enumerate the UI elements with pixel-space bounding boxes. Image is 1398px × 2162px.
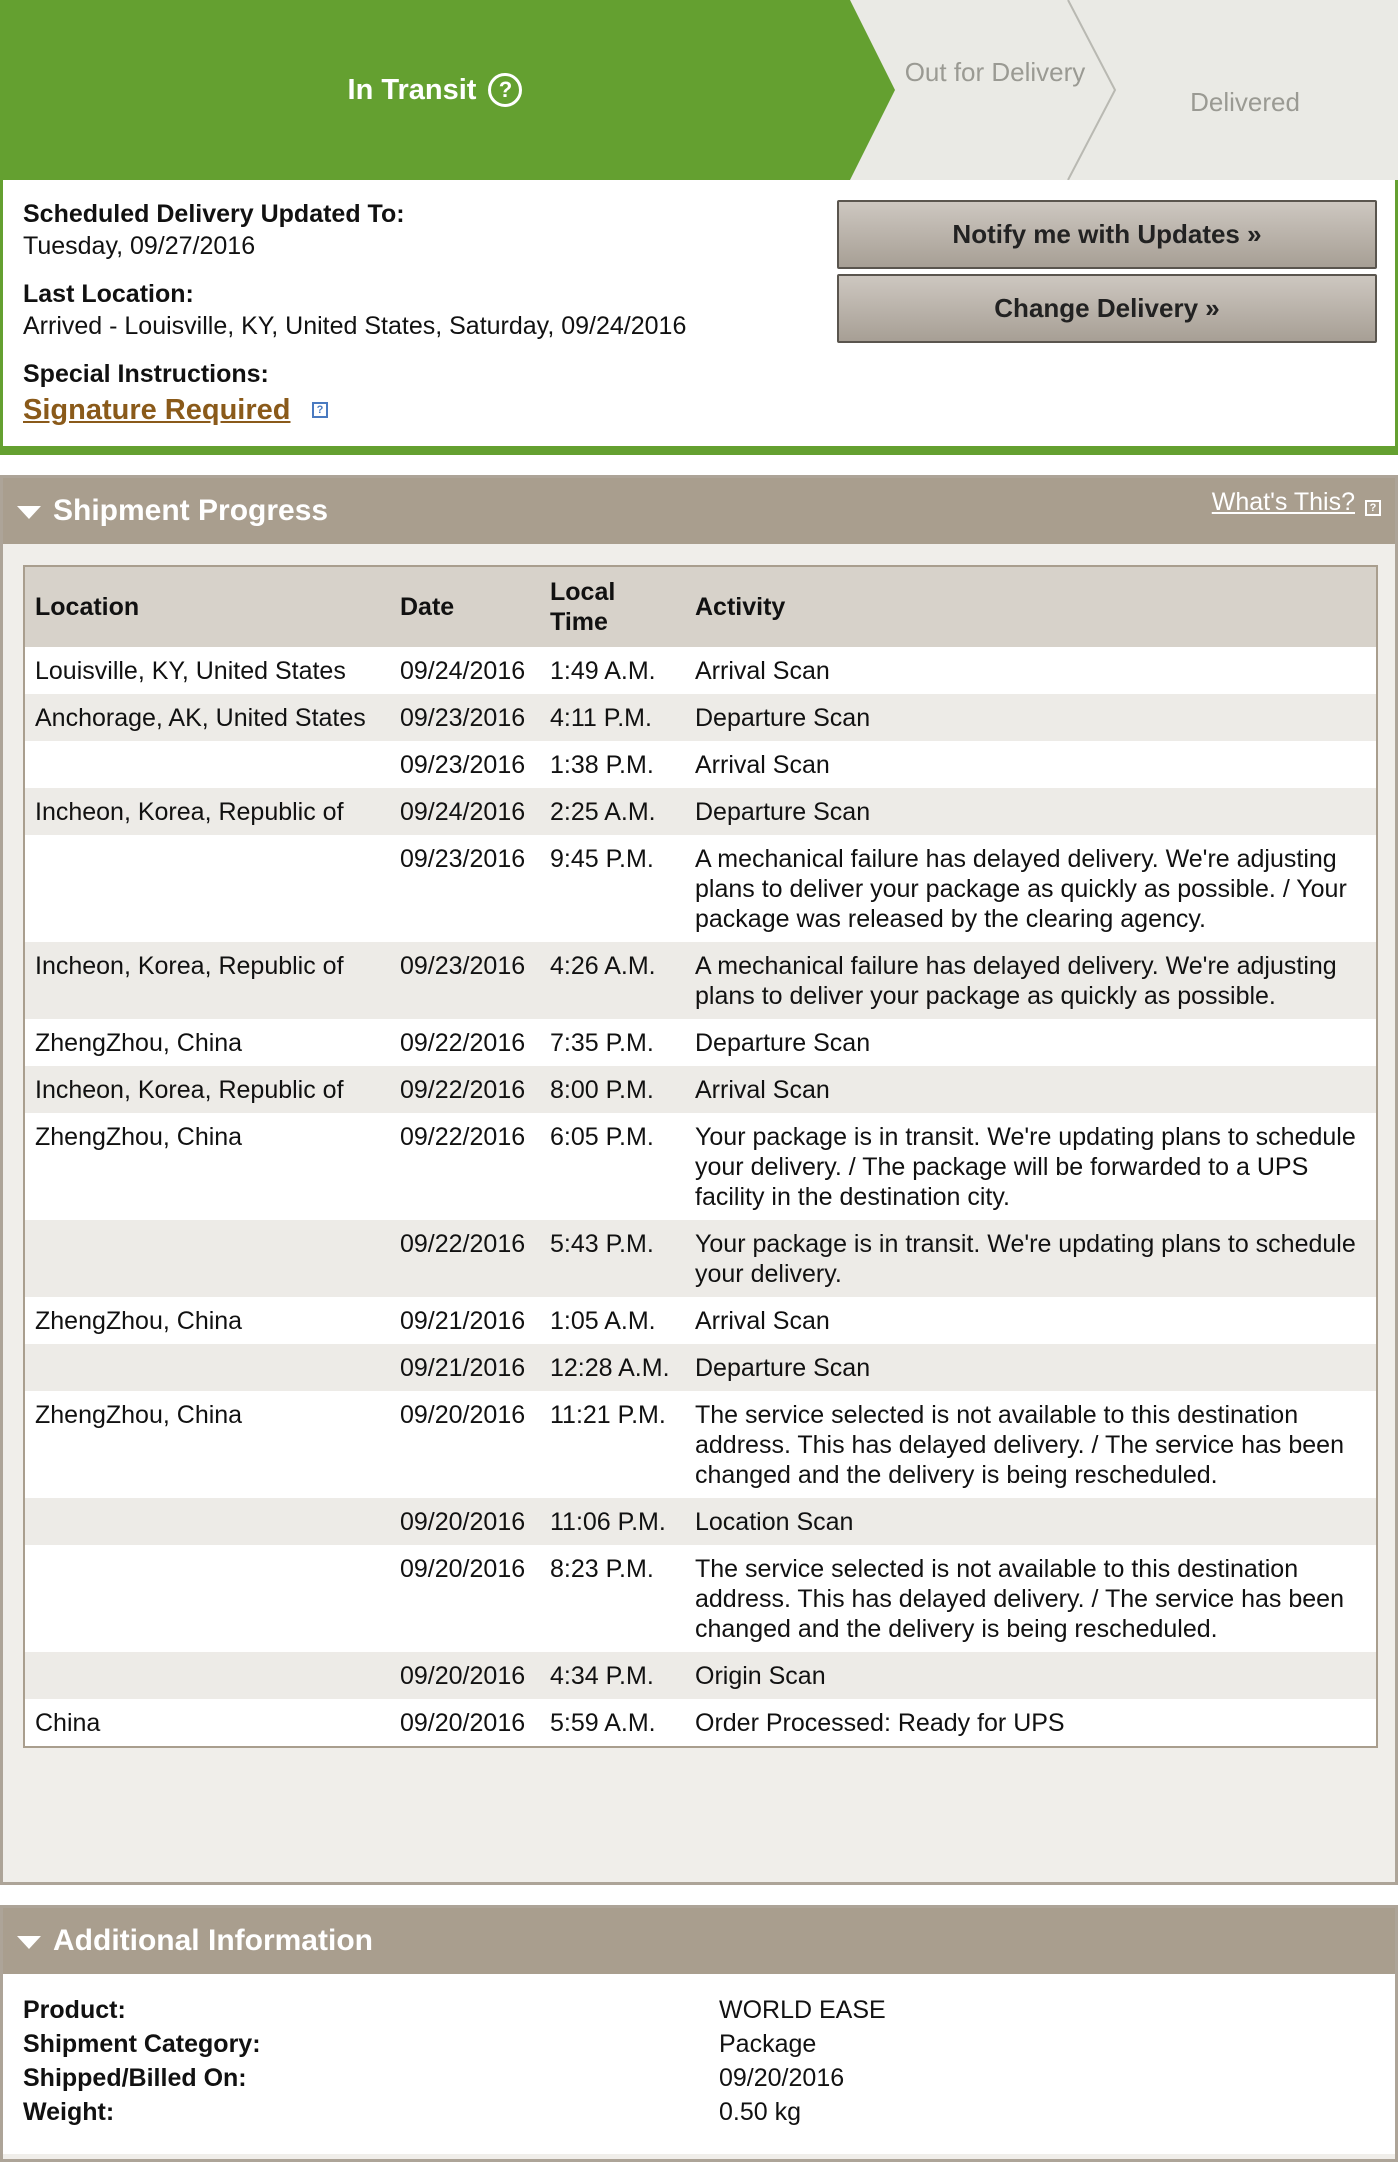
cell-date: 09/23/2016 [400, 751, 526, 779]
product-value: WORLD EASE [719, 1996, 886, 2024]
additional-info-panel [0, 1905, 1398, 2162]
change-delivery-button[interactable]: Change Delivery » [837, 274, 1377, 343]
cell-activity: Origin Scan [685, 1652, 1376, 1699]
stage-out-for-delivery: Out for Delivery [904, 57, 1086, 87]
signature-required-link[interactable]: Signature Required [23, 394, 291, 426]
table-row [25, 1220, 1376, 1297]
cell-activity: A mechanical failure has delayed delivery. We're adjusting plans to deliver your package as quickly as possible. / Your package was released by the clearing agency. [695, 845, 1347, 933]
cell-location [25, 835, 390, 942]
table-row [25, 1297, 1376, 1344]
cell-location: ZhengZhou, China [35, 1401, 243, 1429]
help-icon[interactable]: ? [312, 402, 328, 418]
cell-date: 09/23/2016 [390, 694, 540, 741]
cell-activity: Order Processed: Ready for UPS [695, 1709, 1065, 1737]
cell-date: 09/20/2016 [400, 1401, 526, 1429]
cell-activity: A mechanical failure has delayed delivery. We're adjusting plans to deliver your package as quickly as possible. [685, 942, 1376, 1019]
header-activity: Activity [685, 567, 1376, 647]
cell-date: 09/24/2016 [400, 657, 526, 685]
additional-info-title: Additional Information [53, 1924, 373, 1957]
shipment-category-value: Package [719, 2030, 817, 2058]
cell-time: 7:35 P.M. [550, 1029, 654, 1057]
cell-date: 09/24/2016 [390, 788, 540, 835]
table-row [25, 788, 1376, 835]
additional-info-body [3, 1974, 1395, 2154]
cell-activity: Arrival Scan [685, 1066, 1376, 1113]
header-local-time [540, 567, 685, 647]
weight-label: Weight: [23, 2098, 115, 2126]
last-location-label: Last Location: [23, 280, 194, 308]
scheduled-delivery-label: Scheduled Delivery Updated To: [23, 200, 405, 228]
stage-in-transit [0, 0, 870, 180]
cell-time: 11:06 P.M. [540, 1498, 685, 1545]
table-row [25, 1498, 1376, 1545]
cell-activity: Departure Scan [685, 694, 1376, 741]
cell-time: 1:49 A.M. [550, 657, 656, 685]
table-row [25, 1344, 1376, 1391]
table-row [25, 1066, 1376, 1113]
cell-activity: The service selected is not available to this destination address. This has delayed delivery. / The service has been changed and the delivery is being rescheduled. [695, 1401, 1344, 1489]
cell-date: 09/23/2016 [390, 942, 540, 1019]
cell-time: 4:34 P.M. [540, 1652, 685, 1699]
shipped-billed-label: Shipped/Billed On: [23, 2064, 247, 2092]
stage-in-transit-label: In Transit [347, 73, 477, 106]
cell-time: 4:11 P.M. [540, 694, 685, 741]
cell-time: 11:21 P.M. [550, 1401, 666, 1429]
shipment-progress-header[interactable] [3, 478, 1395, 544]
cell-date: 09/20/2016 [390, 1498, 540, 1545]
cell-time: 1:38 P.M. [550, 751, 654, 779]
cell-time: 6:05 P.M. [550, 1123, 654, 1151]
cell-location [25, 1344, 390, 1391]
cell-date: 09/22/2016 [390, 1066, 540, 1113]
cell-time: 12:28 A.M. [540, 1344, 685, 1391]
cell-time: 8:23 P.M. [550, 1555, 654, 1583]
cell-location: Incheon, Korea, Republic of [25, 788, 390, 835]
cell-location [25, 741, 390, 788]
cell-activity: Location Scan [685, 1498, 1376, 1545]
collapse-triangle-icon[interactable] [17, 1936, 41, 1949]
cell-date: 09/20/2016 [400, 1709, 526, 1737]
shipment-progress-title: Shipment Progress [53, 494, 329, 527]
shipment-category-label: Shipment Category: [23, 2030, 261, 2058]
shipped-billed-value: 09/20/2016 [719, 2064, 845, 2092]
cell-time: 9:45 P.M. [550, 845, 654, 873]
cell-date: 09/22/2016 [400, 1123, 526, 1151]
cell-location: Louisville, KY, United States [35, 657, 346, 685]
progress-table-container [23, 565, 1378, 1748]
additional-info-header[interactable] [3, 1908, 1395, 1974]
cell-location: China [35, 1709, 101, 1737]
cell-location: ZhengZhou, China [35, 1123, 243, 1151]
cell-date: 09/22/2016 [400, 1029, 526, 1057]
table-row [25, 1019, 1376, 1066]
stage-delivered: Delivered [1190, 87, 1300, 117]
table-row [25, 1545, 1376, 1652]
table-row [25, 741, 1376, 788]
cell-time: 8:00 P.M. [540, 1066, 685, 1113]
cell-activity: Your package is in transit. We're updating plans to schedule your delivery. / The package will be forwarded to a UPS facility in the destination city. [695, 1123, 1356, 1211]
cell-time: 1:05 A.M. [550, 1307, 656, 1335]
cell-activity: The service selected is not available to this destination address. This has delayed delivery. / The service has been changed and the delivery is being rescheduled. [695, 1555, 1344, 1643]
delivery-status-bar [0, 0, 1398, 180]
cell-date: 09/21/2016 [390, 1344, 540, 1391]
cell-time: 5:59 A.M. [550, 1709, 656, 1737]
notify-updates-button[interactable]: Notify me with Updates » [837, 200, 1377, 269]
help-icon[interactable]: ? [1365, 500, 1381, 516]
header-date: Date [390, 567, 540, 647]
table-row [25, 694, 1376, 741]
scheduled-delivery-value: Tuesday, 09/27/2016 [23, 232, 256, 260]
cell-time: 5:43 P.M. [540, 1220, 685, 1297]
table-row [25, 835, 1376, 942]
cell-location [25, 1220, 390, 1297]
cell-activity: Arrival Scan [695, 751, 830, 779]
cell-date: 09/23/2016 [400, 845, 526, 873]
cell-activity: Departure Scan [695, 1029, 871, 1057]
cell-location: Anchorage, AK, United States [25, 694, 390, 741]
last-location-value: Arrived - Louisville, KY, United States, Saturday, 09/24/2016 [23, 312, 687, 340]
delivery-summary [0, 180, 1398, 455]
table-row [25, 1113, 1376, 1220]
cell-time: 2:25 A.M. [540, 788, 685, 835]
shipment-progress-panel [0, 475, 1398, 1885]
cell-date: 09/20/2016 [390, 1652, 540, 1699]
product-label: Product: [23, 1996, 126, 2024]
cell-activity: Your package is in transit. We're updating plans to schedule your delivery. [685, 1220, 1376, 1297]
header-local-time-label: Local Time [550, 578, 616, 636]
cell-date: 09/21/2016 [400, 1307, 526, 1335]
progress-table [25, 567, 1376, 1746]
cell-date: 09/22/2016 [390, 1220, 540, 1297]
cell-location [25, 1652, 390, 1699]
cell-activity: Departure Scan [685, 1344, 1376, 1391]
collapse-triangle-icon[interactable] [17, 506, 41, 519]
cell-location [25, 1545, 390, 1652]
cell-location [25, 1498, 390, 1545]
table-row [25, 942, 1376, 1019]
header-location: Location [25, 567, 390, 647]
cell-date: 09/20/2016 [400, 1555, 526, 1583]
table-header-row [25, 567, 1376, 647]
whats-this-link[interactable]: What's This? [1211, 488, 1355, 516]
cell-location: Incheon, Korea, Republic of [25, 1066, 390, 1113]
cell-location: Incheon, Korea, Republic of [25, 942, 390, 1019]
special-instructions-label: Special Instructions: [23, 360, 269, 388]
cell-location: ZhengZhou, China [35, 1029, 243, 1057]
cell-location: ZhengZhou, China [35, 1307, 243, 1335]
cell-activity: Departure Scan [685, 788, 1376, 835]
table-row [25, 1699, 1376, 1746]
cell-activity: Arrival Scan [695, 1307, 830, 1335]
progress-table-body [25, 647, 1376, 1746]
table-row [25, 647, 1376, 694]
cell-activity: Arrival Scan [695, 657, 830, 685]
table-row [25, 1391, 1376, 1498]
weight-value: 0.50 kg [719, 2098, 802, 2126]
cell-time: 4:26 A.M. [540, 942, 685, 1019]
table-row [25, 1652, 1376, 1699]
question-circle-icon[interactable]: ? [488, 73, 522, 107]
